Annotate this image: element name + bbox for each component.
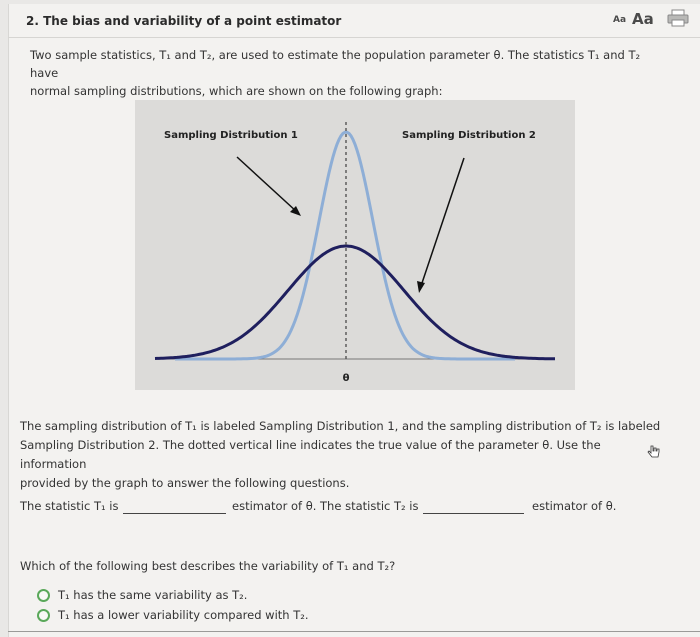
print-icon[interactable] [667,9,689,27]
question-title: 2. The bias and variability of a point estimator [26,14,342,28]
sampling-distribution-graph [135,100,575,390]
fill-in-part-1: The statistic T₁ is [20,499,119,513]
sampling-distribution-2-label: Sampling Distribution 2 [402,130,536,141]
bottom-rule [8,631,700,632]
sampling-distribution-1-label: Sampling Distribution 1 [164,130,298,141]
intro-line-1: Two sample statistics, T₁ and T₂, are used to estimate the population parameter θ. The statistics T₁ and T₂ have [30,48,641,80]
arrow-2-head [417,281,425,293]
option-lower-variability-label: T₁ has a lower variability compared with T₂. [58,608,309,622]
increase-font-button[interactable]: Aa [632,10,654,28]
option-same-variability-label: T₁ has the same variability as T₂. [58,588,248,602]
option-same-variability-radio[interactable] [37,589,50,602]
description-line-3: provided by the graph to answer the following questions. [20,476,350,490]
intro-text [30,46,670,100]
header-divider [8,37,700,38]
intro-line-2: normal sampling distributions, which are shown on the following graph: [30,84,443,98]
theta-axis-label: θ [342,373,350,384]
fill-in-sentence [20,497,680,517]
fill-in-part-2: estimator of θ. The statistic T₂ is [232,499,419,513]
hand-cursor-icon [646,444,662,460]
graph-svg [135,100,575,390]
description-line-2: Sampling Distribution 2. The dotted vertical line indicates the true value of the parameter θ. Use the information [20,438,601,471]
arrow-2-line [421,158,464,286]
sampling-distribution-2-curve [155,246,555,359]
decrease-font-button[interactable]: Aa [613,15,627,25]
variability-question: Which of the following best describes the variability of T₁ and T₂? [20,559,396,573]
description-line-1: The sampling distribution of T₁ is labeled Sampling Distribution 1, and the sampling distribution of T₂ is labeled [20,419,661,433]
fill-in-part-3: estimator of θ. [532,499,617,513]
t1-estimator-blank[interactable] [123,513,226,514]
arrow-1-line [237,157,297,212]
t2-estimator-blank[interactable] [423,513,524,514]
option-lower-variability-radio[interactable] [37,609,50,622]
graph-description [20,417,670,493]
